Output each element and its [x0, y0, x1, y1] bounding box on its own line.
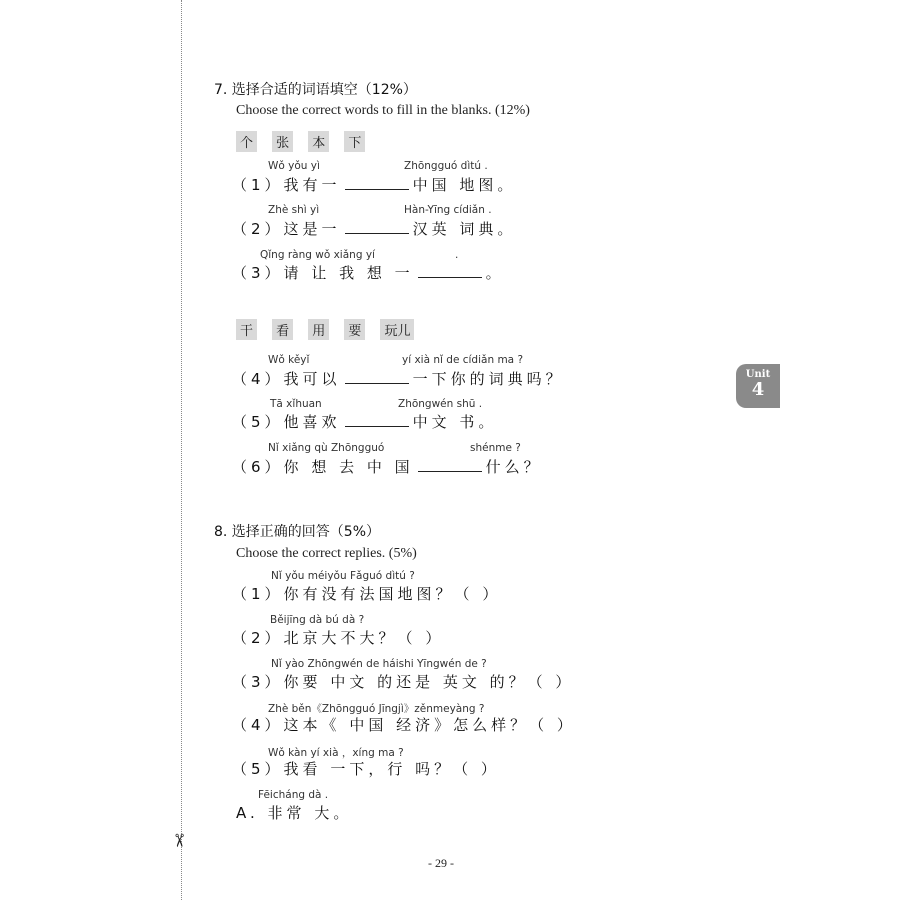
item-text-pre: 我有一 [283, 176, 341, 194]
item-number: （1） [232, 585, 284, 603]
word-option: 个 [236, 131, 257, 152]
item-number: （4） [232, 716, 284, 734]
pinyin-line: Wǒ yǒu yì [268, 160, 320, 172]
item-text-post: 什么？ [485, 458, 543, 476]
pinyin-line: Fēicháng dà . [258, 789, 329, 801]
answer-blank[interactable] [345, 371, 409, 384]
pinyin-line: Nǐ yǒu méiyǒu Fǎguó dìtú ? [271, 570, 415, 582]
answer-blank[interactable] [345, 177, 409, 190]
cut-line [181, 0, 182, 900]
item-text: 你要 中文 的还是 英文 的？（ ） [283, 673, 575, 691]
item-text-post: 中文 书。 [412, 413, 498, 431]
pinyin-line: Zhōngwén shū . [398, 398, 483, 410]
word-option: 本 [308, 131, 329, 152]
item-text-pre: 请 让 我 想 一 [283, 264, 414, 282]
item-number: （6） [232, 458, 284, 476]
item-number: （2） [232, 220, 284, 238]
item-text-pre: 这是一 [283, 220, 341, 238]
page-number: - 29 - [428, 856, 454, 870]
reply-question [232, 758, 500, 779]
question-item [232, 411, 497, 432]
item-text: 我看 一下，行 吗？（ ） [283, 760, 500, 778]
pinyin-line: Běijīng dà bú dà ? [270, 614, 365, 626]
question-item [232, 456, 543, 477]
section-8-title: 8. 选择正确的回答（5%） [214, 524, 381, 540]
answer-blank[interactable] [345, 221, 409, 234]
answer-text: 非常 大。 [267, 804, 353, 822]
section-7-subtitle: Choose the correct words to fill in the blanks. (12%) [236, 103, 530, 118]
item-number: （3） [232, 673, 284, 691]
pinyin-line: Tā xǐhuan [270, 398, 322, 410]
word-bank-2 [236, 319, 424, 340]
pinyin-line: Wǒ kěyǐ [268, 354, 310, 366]
word-option: 干 [236, 319, 257, 340]
pinyin-line: Zhōngguó dìtú . [404, 160, 488, 172]
answer-option-a [236, 802, 352, 823]
item-text: 北京大不大？（ ） [283, 629, 445, 647]
item-text-post: 汉英 词典。 [412, 220, 517, 238]
answer-blank[interactable] [345, 414, 409, 427]
unit-label: Unit [745, 369, 771, 380]
pinyin-line: Wǒ kàn yí xià ，xíng ma ? [268, 747, 404, 759]
word-bank-1 [236, 131, 375, 152]
answer-blank[interactable] [418, 265, 482, 278]
pinyin-line: Qǐng ràng wǒ xiǎng yí [260, 249, 375, 261]
item-text: 这本《 中国 经济》怎么样？（ ） [283, 716, 576, 734]
scissors-icon: ✂ [168, 832, 190, 849]
item-text-post: 一下你的词典吗？ [412, 370, 565, 388]
item-text-pre: 你 想 去 中 国 [283, 458, 414, 476]
pinyin-line: Nǐ yào Zhōngwén de háishi Yīngwén de ? [271, 658, 487, 670]
pinyin-line: . [455, 249, 459, 261]
word-option: 玩儿 [380, 319, 414, 340]
pinyin-line: shénme ? [470, 442, 521, 454]
reply-question [232, 583, 501, 604]
question-item [232, 174, 516, 195]
word-option: 用 [308, 319, 329, 340]
pinyin-line: Hàn-Yīng cídiǎn . [404, 204, 492, 216]
item-number: （2） [232, 629, 284, 647]
reply-question [232, 671, 574, 692]
section-8-subtitle: Choose the correct replies. (5%) [236, 546, 417, 561]
question-item [232, 262, 505, 283]
item-number: （3） [232, 264, 284, 282]
question-item [232, 218, 516, 239]
word-option: 张 [272, 131, 293, 152]
pinyin-line: yí xià nǐ de cídiǎn ma ? [402, 354, 524, 366]
item-text-pre: 我可以 [283, 370, 341, 388]
item-number: （5） [232, 760, 284, 778]
item-number: （5） [232, 413, 284, 431]
unit-tab [736, 364, 780, 408]
answer-blank[interactable] [418, 459, 482, 472]
item-text-pre: 他喜欢 [283, 413, 341, 431]
word-option: 看 [272, 319, 293, 340]
pinyin-line: Nǐ xiǎng qù Zhōngguó [268, 442, 385, 454]
item-text-post: 中国 地图。 [412, 176, 517, 194]
reply-question [232, 714, 576, 735]
unit-number: 4 [751, 379, 765, 400]
item-text-post: 。 [485, 264, 505, 282]
word-option: 下 [344, 131, 365, 152]
pinyin-line: Zhè běn《Zhōngguó Jīngjì》zěnmeyàng ? [268, 703, 485, 715]
item-number: （1） [232, 176, 284, 194]
section-7-title: 7. 选择合适的词语填空（12%） [214, 82, 417, 98]
word-option: 要 [344, 319, 365, 340]
item-number: （4） [232, 370, 284, 388]
item-text: 你有没有法国地图？（ ） [283, 585, 502, 603]
answer-label: A. [236, 804, 259, 822]
pinyin-line: Zhè shì yì [268, 204, 320, 216]
question-item [232, 368, 565, 389]
reply-question [232, 627, 444, 648]
